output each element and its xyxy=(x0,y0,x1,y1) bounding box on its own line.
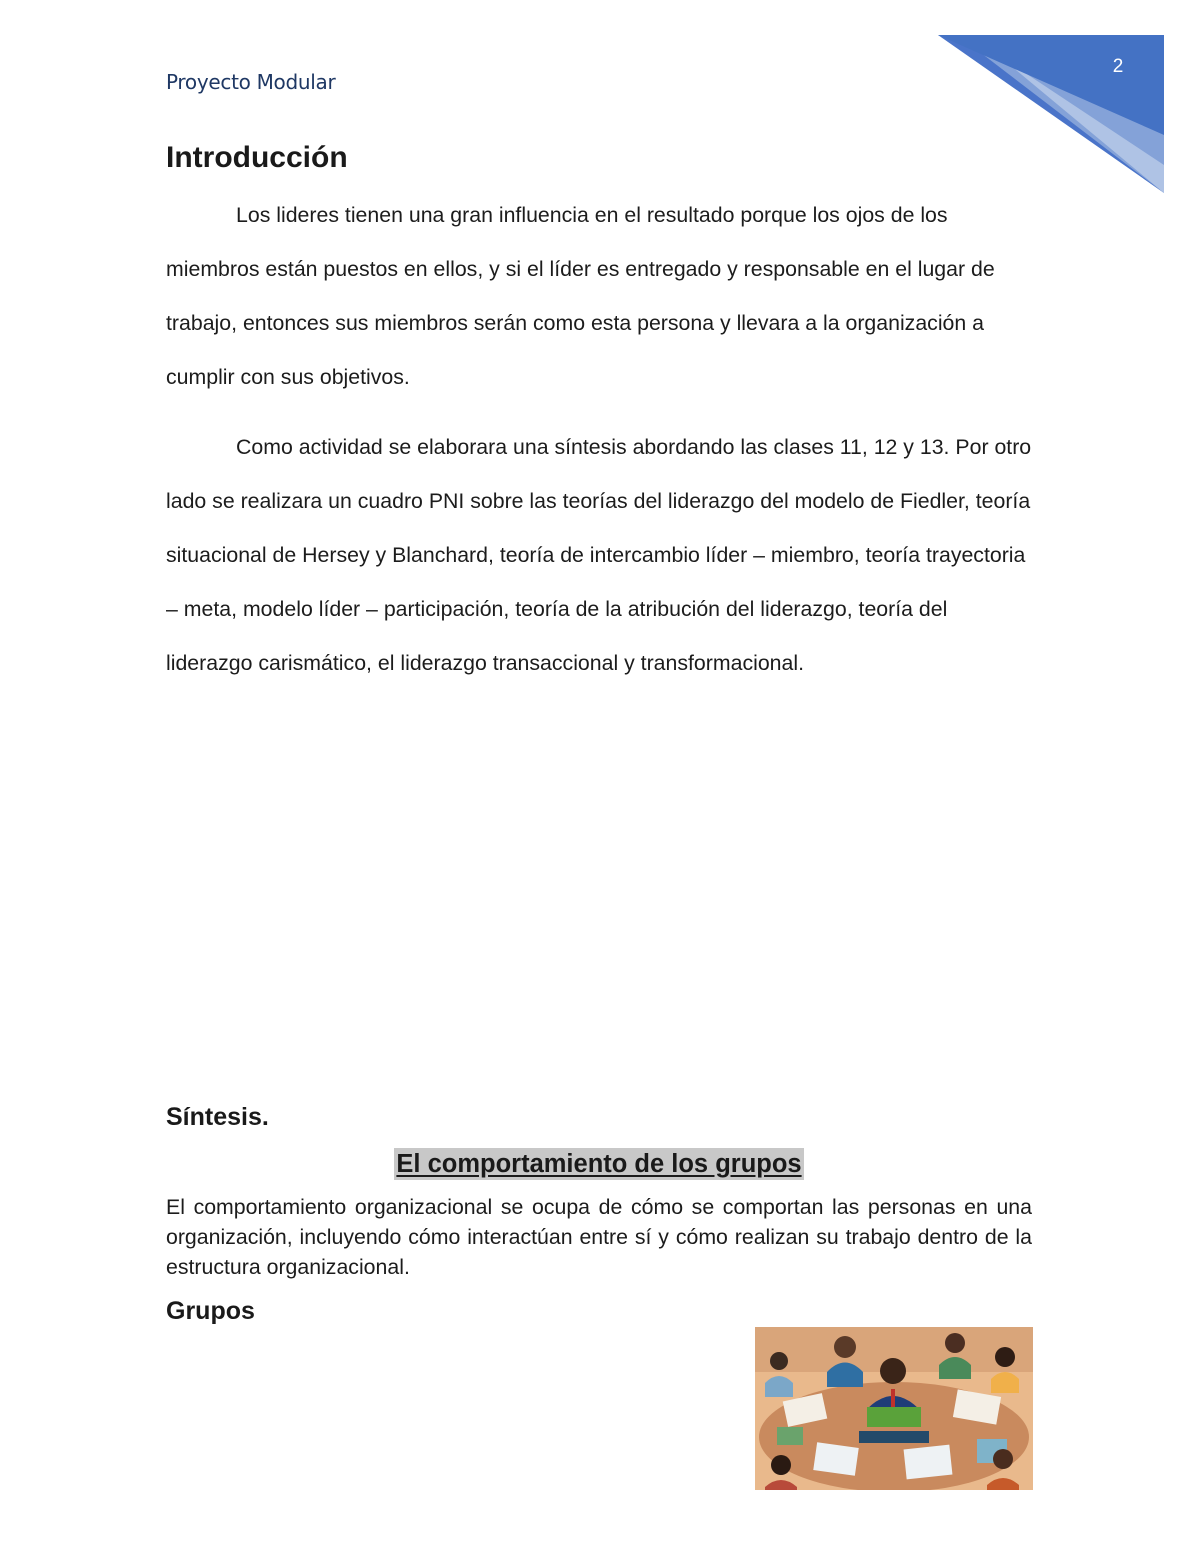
synthesis-heading: Síntesis. xyxy=(166,1103,269,1131)
page-number: 2 xyxy=(1112,56,1124,77)
synthesis-section xyxy=(166,1100,1032,1328)
introduction-section xyxy=(166,138,1032,690)
document-header-title: Proyecto Modular xyxy=(166,70,336,94)
group-behavior-subtitle: El comportamiento de los grupos xyxy=(396,1150,802,1178)
groups-heading: Grupos xyxy=(166,1297,255,1325)
intro-paragraph-1: Los lideres tienen una gran influencia en el resultado porque los ojos de los miembros están puestos en ellos, y si el líder es entregado y responsable en el lugar de trabajo, entonces sus miembros serán como esta persona y llevara a la organización a cumplir con sus objetivos. xyxy=(166,203,995,389)
synthesis-paragraph: El comportamiento organizacional se ocupa de cómo se comportan las personas en una organización, incluyendo cómo interactúan entre sí y cómo realizan su trabajo dentro de la estructura organizacional. xyxy=(166,1195,1032,1279)
introduction-heading: Introducción xyxy=(166,141,348,174)
team-meeting-illustration xyxy=(755,1327,1033,1490)
intro-paragraph-2: Como actividad se elaborara una síntesis abordando las clases 11, 12 y 13. Por otro lado se realizara un cuadro PNI sobre las teorías del liderazgo del modelo de Fiedler, teoría situacional de Hersey y Blanchard, teoría de intercambio líder – miembro, teoría trayectoria – meta, modelo líder – participación, teoría de la atribución del liderazgo, teoría del liderazgo carismático, el liderazgo transaccional y transformacional. xyxy=(166,435,1032,675)
